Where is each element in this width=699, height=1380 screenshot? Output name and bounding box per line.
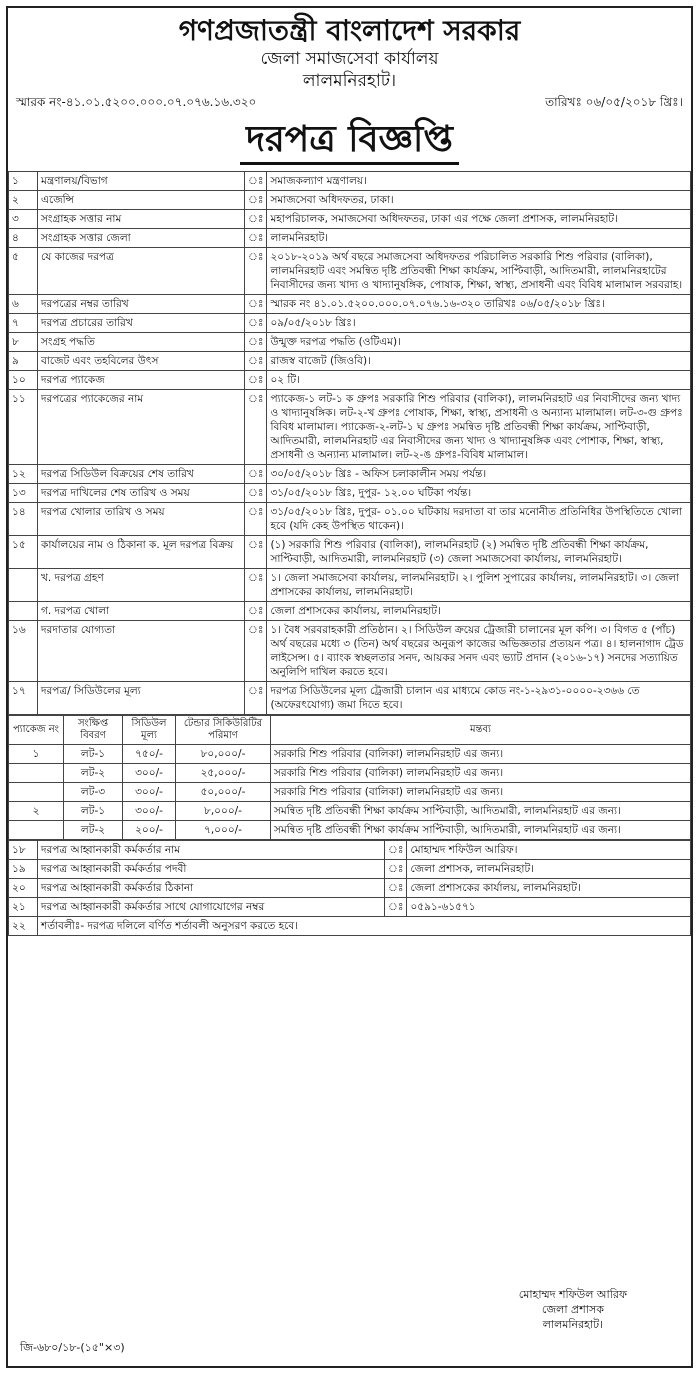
- row-number: ১১: [9, 390, 38, 465]
- price-security: ৭,০০০/-: [176, 821, 271, 840]
- row-colon: ঃ: [245, 465, 267, 484]
- row-number: ৮: [9, 333, 38, 352]
- row-label: দরপত্র প্যাকেজ: [38, 371, 245, 390]
- row-colon: ঃ: [245, 352, 267, 371]
- row-value: জেলা প্রশাসকের কার্যালয়, লালমনিরহাট।: [267, 602, 691, 621]
- title-wrap: [8, 118, 691, 165]
- row-value: সমাজসেবা অধিদফতর, ঢাকা।: [267, 191, 691, 210]
- row-number: ১০: [9, 371, 38, 390]
- officer-number: ২১: [9, 898, 38, 917]
- memo-number: স্মারক নং-৪১.০১.৫২০০.০০০.০৭.০৭৬.১৬.৩২০: [16, 95, 257, 109]
- row-number: ১৩: [9, 484, 38, 503]
- price-schedule: ৭৫০/-: [123, 745, 176, 764]
- officer-value: জেলা প্রশাসক, লালমনিরহাট।: [407, 860, 691, 879]
- officer-label: দরপত্র আহ্বানকারী কর্মকর্তার সাথে যোগাযোগের নম্বর: [38, 898, 385, 917]
- row-colon: ঃ: [245, 191, 267, 210]
- price-remark: সরকারি শিশু পরিবার (বালিকা) লালমনিরহাট এর জন্য।: [271, 745, 691, 764]
- row-colon: ঃ: [245, 621, 267, 682]
- officer-value: ০৫৯১-৬১৫৭১: [407, 898, 691, 917]
- detail-row: [9, 295, 691, 314]
- price-security: ৮০,০০০/-: [176, 745, 271, 764]
- row-label: সংগ্রাহক সত্তার নাম: [38, 210, 245, 229]
- header-schedule-price: সিডিউল মূল্য: [123, 716, 176, 745]
- row-label: দরপত্র সিডিউল বিক্রয়ের শেষ তারিখ: [38, 465, 245, 484]
- price-package: [9, 821, 64, 840]
- row-label: দরদাতার যোগ্যতা: [38, 621, 245, 682]
- row-colon: ঃ: [245, 172, 267, 191]
- row-colon: ঃ: [245, 569, 267, 602]
- price-security: ২৫,০০০/-: [176, 764, 271, 783]
- row-colon: ঃ: [245, 295, 267, 314]
- detail-row: [9, 352, 691, 371]
- price-security: ৫০,০০০/-: [176, 783, 271, 802]
- signature-title: জেলা প্রশাসক: [541, 1303, 604, 1316]
- price-schedule: ৩০০/-: [123, 802, 176, 821]
- detail-row: [9, 248, 691, 295]
- price-header-row: [9, 716, 691, 745]
- detail-row: [9, 465, 691, 484]
- row-label: এজেন্সি: [38, 191, 245, 210]
- price-schedule: ৩০০/-: [123, 764, 176, 783]
- detail-row: [9, 503, 691, 536]
- detail-row: [9, 390, 691, 465]
- row-colon: ঃ: [245, 314, 267, 333]
- row-label: গ. দরপত্র খোলা: [38, 602, 245, 621]
- row-value: লালমনিরহাট।: [267, 229, 691, 248]
- price-package: [9, 764, 64, 783]
- header-description: সংক্ষিপ্ত বিবরণ: [64, 716, 123, 745]
- row-number: ১৬: [9, 621, 38, 682]
- officer-row: [9, 879, 691, 898]
- officer-colon: ঃ: [385, 879, 407, 898]
- officer-number: ২০: [9, 879, 38, 898]
- officer-colon: ঃ: [385, 898, 407, 917]
- row-colon: ঃ: [245, 210, 267, 229]
- detail-row: [9, 569, 691, 602]
- terms-text: শর্তাবলীঃ- দরপত্র দলিলে বর্ণিত শর্তাবলী অনুসরণ করতে হবে।: [38, 917, 691, 936]
- row-label: দরপত্র খোলার তারিখ ও সময়: [38, 503, 245, 536]
- price-lot: লট-৩: [64, 783, 123, 802]
- row-number: ১৪: [9, 503, 38, 536]
- officer-label: দরপত্র আহ্বানকারী কর্মকর্তার ঠিকানা: [38, 879, 385, 898]
- row-number: ৯: [9, 352, 38, 371]
- tender-notice-page: [6, 6, 693, 1368]
- row-label: মন্ত্রণালয়/বিভাগ: [38, 172, 245, 191]
- row-value: ৩১/০৫/২০১৮ খ্রিঃ, দুপুর- ০১.০০ ঘটিকায় দরদাতা বা তার মনোনীত প্রতিনিধির উপস্থিতিতে খোলা হবে (যদি কেহ উপস্থিত থাকেন)।: [267, 503, 691, 536]
- row-number: ১: [9, 172, 38, 191]
- officer-label: দরপত্র আহ্বানকারী কর্মকর্তার নাম: [38, 841, 385, 860]
- price-package: ২: [9, 802, 64, 821]
- officer-value: মোহাম্মদ শফিউল আরিফ।: [407, 841, 691, 860]
- row-number: ৬: [9, 295, 38, 314]
- price-row: [9, 802, 691, 821]
- officer-value: জেলা প্রশাসকের কার্যালয়, লালমনিরহাট।: [407, 879, 691, 898]
- officer-label: দরপত্র আহ্বানকারী কর্মকর্তার পদবী: [38, 860, 385, 879]
- detail-row: [9, 484, 691, 503]
- row-number: ১২: [9, 465, 38, 484]
- row-value: ১। বৈধ সরবরাহকারী প্রতিষ্ঠান। ২। সিডিউল ক্রয়ের ট্রেজারী চালানের মূল কপি। ৩। বিগত ৫ (পাঁচ) অর্থ বছরের মধ্যে ৩ (তিন) অর্থ বছরের অনুরূপ কাজের অভিজ্ঞতার প্রত্যয়ন পত্র। ৪। হালনাগাদ ট্রেড লাইসেন্স। ৫। ব্যাংক স্বচ্ছলতার সনদ, আয়কর সনদ এবং ভ্যাট প্রদান (২০১৬-১৭) সনদের সত্যায়িত অনুলিপি দাখিল করতে হবে।: [267, 621, 691, 682]
- row-number: [9, 602, 38, 621]
- row-value: (১) সরকারি শিশু পরিবার (বালিকা), লালমনিরহাট (২) সমন্বিত দৃষ্টি প্রতিবন্ধী শিক্ষা কার্যক্রম, সাপ্টিবাড়ী, আদিতমারী, লালমনিরহাট (৩) জেলা সমাজসেবা কার্যালয়, লালমনিরহাট।: [267, 536, 691, 569]
- government-title: গণপ্রজাতন্ত্রী বাংলাদেশ সরকার: [178, 14, 521, 47]
- row-value: ০৯/০৫/২০১৮ খ্রিঃ।: [267, 314, 691, 333]
- price-package: ১: [9, 745, 64, 764]
- row-value: ৩০/০৫/২০১৮ খ্রিঃ - অফিস চলাকালীন সময় পর্যন্ত।: [267, 465, 691, 484]
- row-number: ৭: [9, 314, 38, 333]
- price-remark: সরকারি শিশু পরিবার (বালিকা) লালমনিরহাট এর জন্য।: [271, 764, 691, 783]
- row-value: স্মারক নং ৪১.০১.৫২০০.০০০.০৭.০৭৬.১৬-৩২০ তারিখঃ ০৬/০৫/২০১৮ খ্রিঃ।: [267, 295, 691, 314]
- row-colon: ঃ: [245, 682, 267, 715]
- row-colon: ঃ: [245, 602, 267, 621]
- memo-date: তারিখঃ ০৬/০৫/২০১৮ খ্রিঃ।: [545, 95, 683, 109]
- details-table: [8, 171, 691, 715]
- row-number: ৩: [9, 210, 38, 229]
- price-remark: সরকারি শিশু পরিবার (বালিকা) লালমনিরহাট এর জন্য।: [271, 783, 691, 802]
- officer-colon: ঃ: [385, 841, 407, 860]
- row-value: প্যাকেজ-১ লট-১ ক গ্রুপঃ সরকারি শিশু পরিবার (বালিকা), লালমনিরহাট এর নিবাসীদের জন্য খাদ্য ও খাদ্যানুষঙ্গিক। লট-২-খ গ্রুপঃ পোষাক, শিক্ষা, স্বাস্থ্য, প্রসাধনী ও অন্যান্য মালামাল। লট-৩-গু গ্রুপঃ বিবিধ মালামাল। প্যাকেজ-২-লট-১ ঘ গ্রুপঃ সমন্বিত দৃষ্টি প্রতিবন্ধী শিক্ষা কার্যক্রম, সাপ্টিবাড়ী, আদিতমারী, লালমনিরহাট এর নিবাসীদের জন্য খাদ্য ও খাদ্যানুষঙ্গিক এবং পোশাক, শিক্ষা, স্বাস্থ্য, প্রসাধনী ও অন্যান্য মালামাল। লট-২-ঙ গ্রুপঃ-বিবিধ মালামাল।: [267, 390, 691, 465]
- terms-number: ২২: [9, 917, 38, 936]
- row-value: ০২ টি।: [267, 371, 691, 390]
- row-colon: ঃ: [245, 484, 267, 503]
- row-label: দরপত্র/ সিডিউলের মূল্য: [38, 682, 245, 715]
- signature-block: [519, 1287, 627, 1332]
- row-colon: ঃ: [245, 248, 267, 295]
- detail-row: [9, 314, 691, 333]
- header-remark: মন্তব্য: [271, 716, 691, 745]
- row-colon: ঃ: [245, 536, 267, 569]
- price-schedule: ২০০/-: [123, 821, 176, 840]
- row-value: ৩১/০৫/২০১৮ খ্রিঃ, দুপুর- ১২.০০ ঘটিকা পর্যন্ত।: [267, 484, 691, 503]
- officer-number: ১৮: [9, 841, 38, 860]
- row-number: ২: [9, 191, 38, 210]
- row-label: দরপত্র প্রচারের তারিখ: [38, 314, 245, 333]
- price-row: [9, 783, 691, 802]
- price-package: [9, 783, 64, 802]
- row-colon: ঃ: [245, 333, 267, 352]
- price-row: [9, 821, 691, 840]
- footer-code: জি-৬৮০/১৮-(১৫"×৩): [20, 1341, 125, 1354]
- row-value: ১। জেলা সমাজসেবা কার্যালয়, লালমনিরহাট। ২। পুলিশ সুপারের কার্যালয়, লালমনিরহাট। ৩। জেলা প্রশাসকের কার্যালয়, লালমনিরহাট।: [267, 569, 691, 602]
- row-number: [9, 569, 38, 602]
- detail-row: [9, 682, 691, 715]
- row-label: দরপত্রের নম্বর তারিখ: [38, 295, 245, 314]
- row-label: সংগ্রহ পদ্ধতি: [38, 333, 245, 352]
- price-lot: লট-২: [64, 821, 123, 840]
- notice-title: দরপত্র বিজ্ঞপ্তি: [240, 118, 459, 165]
- row-value: রাজস্ব বাজেট (জিওবি)।: [267, 352, 691, 371]
- row-label: বাজেট এবং তহবিলের উৎস: [38, 352, 245, 371]
- row-number: ১৫: [9, 536, 38, 569]
- row-number: ১৭: [9, 682, 38, 715]
- detail-row: [9, 621, 691, 682]
- header-security: টেন্ডার সিকিউরিটির পরিমাণ: [176, 716, 271, 745]
- detail-row: [9, 210, 691, 229]
- officer-row: [9, 898, 691, 917]
- row-colon: ঃ: [245, 390, 267, 465]
- memo-row: [8, 92, 691, 114]
- row-label: কার্যালয়ের নাম ও ঠিকানা ক. মূল দরপত্র বিক্রয়: [38, 536, 245, 569]
- officer-number: ১৯: [9, 860, 38, 879]
- row-label: খ. দরপত্র গ্রহণ: [38, 569, 245, 602]
- office-name: জেলা সমাজসেবা কার্যালয়: [260, 49, 439, 69]
- price-table: [8, 715, 691, 840]
- officer-row: [9, 860, 691, 879]
- price-lot: লট-১: [64, 745, 123, 764]
- row-label: যে কাজের দরপত্র: [38, 248, 245, 295]
- price-row: [9, 764, 691, 783]
- officer-table: [8, 840, 691, 936]
- price-remark: সমন্বিত দৃষ্টি প্রতিবন্ধী শিক্ষা কার্যক্রম সাপ্টিবাড়ী, আদিতমারী, লালমনিরহাট এর জন্য।: [271, 821, 691, 840]
- row-value: দরপত্র সিডিউলের মূল্য ট্রেজারী চালান এর মাধ্যমে কোড নং-১-২৯৩১-০০০০-২৩৬৬ তে (অফেরৎযোগ্য) জমা দিতে হবে।: [267, 682, 691, 715]
- signature-name: মোহাম্মদ শফিউল আরিফ: [518, 1288, 627, 1301]
- row-colon: ঃ: [245, 503, 267, 536]
- row-label: দরপত্রের প্যাকেজের নাম: [38, 390, 245, 465]
- header-package: প্যাকেজ নং: [9, 716, 64, 745]
- row-colon: ঃ: [245, 229, 267, 248]
- price-lot: লট-২: [64, 764, 123, 783]
- officer-colon: ঃ: [385, 860, 407, 879]
- detail-row: [9, 536, 691, 569]
- price-schedule: ৩০০/-: [123, 783, 176, 802]
- detail-row: [9, 333, 691, 352]
- row-value: সমাজকল্যাণ মন্ত্রণালয়।: [267, 172, 691, 191]
- terms-row: [9, 917, 691, 936]
- detail-row: [9, 191, 691, 210]
- row-label: সংগ্রাহক সত্তার জেলা: [38, 229, 245, 248]
- row-value: উন্মুক্ত দরপত্র পদ্ধতি (ওটিএম)।: [267, 333, 691, 352]
- row-label: দরপত্র দাখিলের শেষ তারিখ ও সময়: [38, 484, 245, 503]
- district-name: লালমনিরহাট।: [302, 71, 397, 91]
- price-security: ৮,০০০/-: [176, 802, 271, 821]
- signature-district: লালমনিরহাট।: [542, 1318, 604, 1331]
- row-number: ৪: [9, 229, 38, 248]
- officer-row: [9, 841, 691, 860]
- detail-row: [9, 229, 691, 248]
- row-number: ৫: [9, 248, 38, 295]
- row-value: মহাপরিচালক, সমাজসেবা অধিদফতর, ঢাকা এর পক্ষে জেলা প্রশাসক, লালমনিরহাট।: [267, 210, 691, 229]
- price-row: [9, 745, 691, 764]
- price-lot: লট-১: [64, 802, 123, 821]
- detail-row: [9, 371, 691, 390]
- price-remark: সমন্বিত দৃষ্টি প্রতিবন্ধী শিক্ষা কার্যক্রম সাপ্টিবাড়ী, আদিতমারী, লালমনিরহাট এর জন্য।: [271, 802, 691, 821]
- detail-row: [9, 602, 691, 621]
- detail-row: [9, 172, 691, 191]
- row-colon: ঃ: [245, 371, 267, 390]
- row-value: ২০১৮-২০১৯ অর্থ বছরে সমাজসেবা অধিদফতর পরিচালিত সরকারি শিশু পরিবার (বালিকা), লালমনিরহাট এবং সমন্বিত দৃষ্টি প্রতিবন্ধী শিক্ষা কার্যক্রম, সাপ্টিবাড়ী, আদিতমারী, লালমনিরহাটের নিবাসীদের জন্য খাদ্য ও খাদ্যানুষঙ্গিক, পোষাক, শিক্ষা, স্বাস্থ্য, প্রসাধনী এবং বিবিধ মালামাল সরবরাহ।: [267, 248, 691, 295]
